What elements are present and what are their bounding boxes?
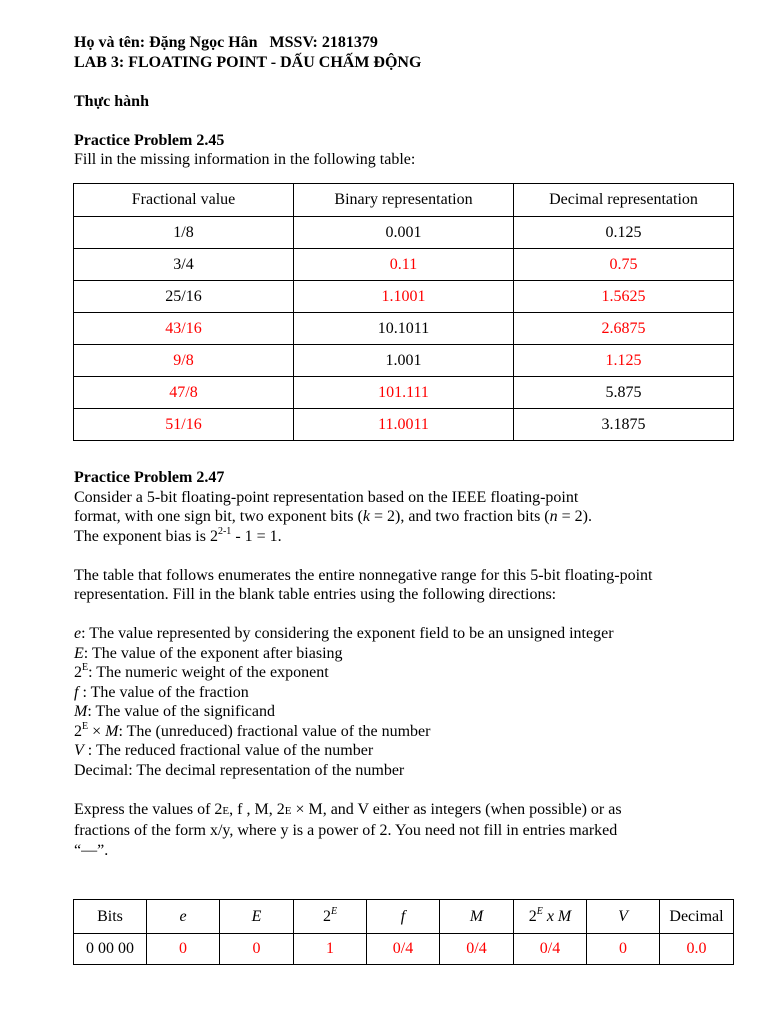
lab-title: LAB 3: FLOATING POINT - DẤU CHẤM ĐỘNG — [74, 53, 422, 71]
problem-247-title: Practice Problem 2.47 — [74, 469, 225, 486]
header-V: V — [587, 900, 660, 934]
table-cell: 0.125 — [514, 217, 734, 249]
para-line-2: representation. Fill in the blank table entries using the following directions: — [74, 586, 557, 603]
para-line-1: The table that follows enumerates the entire nonnegative range for this 5-bit floating-point — [74, 566, 653, 584]
table-cell: 0.001 — [294, 217, 514, 249]
header-cell: Decimal representation — [514, 184, 734, 217]
intro-line-3: The exponent bias is 2$^{2-1}$ - 1 = 1. — [74, 525, 282, 545]
table-cell: 0.75 — [514, 249, 734, 281]
table-cell: 3/4 — [74, 249, 294, 281]
table-row — [74, 313, 734, 345]
table-cell: 9/8 — [74, 345, 294, 377]
header-cell: Fractional value — [74, 184, 294, 217]
problem-245-instruction: Fill in the missing information in the following table: — [74, 151, 416, 168]
table-cell: 1.1001 — [294, 281, 514, 313]
name-line: Họ và tên: Đặng Ngọc Hân MSSV: 2181379 — [74, 34, 378, 51]
def-pow: $2^E$: The numeric weight of the exponent — [74, 662, 329, 681]
express-line-1: Express the values of 2E, f , M, 2E × M, and V either as integers (when possible) or as — [74, 800, 622, 818]
header-cell: Binary representation — [294, 184, 514, 217]
header-E: E — [220, 900, 294, 934]
def-EM: $2^E \times M$: The (unreduced) fractional value of the number — [74, 720, 431, 740]
def-e: e: The value represented by considering the exponent field to be an unsigned integer — [74, 625, 614, 642]
cell-decimal: 0.0 — [660, 934, 734, 965]
intro-line-2: format, with one sign bit, two exponent bits (k = 2), and two fraction bits (n = 2). — [74, 508, 592, 525]
cell-f: 0/4 — [367, 934, 440, 965]
float-table — [73, 899, 734, 965]
header-e: e — [147, 900, 220, 934]
table-cell: 1/8 — [74, 217, 294, 249]
problem-247-section — [74, 468, 734, 860]
fraction-table — [73, 183, 734, 441]
def-E: E: The value of the exponent after biasing — [74, 644, 343, 662]
table-row — [74, 377, 734, 409]
def-M: M: The value of the significand — [74, 703, 275, 720]
def-V: V : The reduced fractional value of the number — [74, 742, 374, 759]
express-line-2: fractions of the form x/y, where y is a power of 2. You need not fill in entries marked — [74, 822, 618, 839]
table-cell: 1.001 — [294, 345, 514, 377]
header-f: f — [367, 900, 440, 934]
problem-245-title: Practice Problem 2.45 — [74, 131, 225, 149]
table-cell: 43/16 — [74, 313, 294, 345]
header-bits: Bits — [74, 900, 147, 934]
table-cell: 1.5625 — [514, 281, 734, 313]
float-table-header — [74, 900, 734, 934]
cell-2EM: 0/4 — [514, 934, 587, 965]
table-row — [74, 281, 734, 313]
header-decimal: Decimal — [660, 900, 734, 934]
header-M: M — [440, 900, 514, 934]
cell-M: 0/4 — [440, 934, 514, 965]
cell-2E: 1 — [294, 934, 367, 965]
section-title: Thực hành — [74, 92, 149, 110]
table-cell: 47/8 — [74, 377, 294, 409]
fraction-table-header — [74, 184, 734, 217]
def-decimal: Decimal: The decimal representation of the number — [74, 761, 405, 779]
document-page — [74, 33, 734, 170]
table-cell: 0.11 — [294, 249, 514, 281]
express-line-3: “—”. — [74, 841, 109, 859]
table-cell: 25/16 — [74, 281, 294, 313]
table-row — [74, 345, 734, 377]
header-2E: $2^E$ — [294, 900, 367, 934]
table-cell: 10.1011 — [294, 313, 514, 345]
def-f: f : The value of the fraction — [74, 683, 249, 701]
table-cell: 101.111 — [294, 377, 514, 409]
table-cell: 11.0011 — [294, 409, 514, 441]
cell-E: 0 — [220, 934, 294, 965]
table-row — [74, 249, 734, 281]
table-cell: 51/16 — [74, 409, 294, 441]
cell-V: 0 — [587, 934, 660, 965]
table-row — [74, 217, 734, 249]
cell-bits: 0 00 00 — [74, 934, 147, 965]
table-row — [74, 934, 734, 965]
header-2EM: $2^E$ x M — [514, 900, 587, 934]
table-cell: 1.125 — [514, 345, 734, 377]
intro-line-1: Consider a 5-bit floating-point representation based on the IEEE floating-point — [74, 488, 579, 506]
table-cell: 3.1875 — [514, 409, 734, 441]
table-cell: 5.875 — [514, 377, 734, 409]
cell-e: 0 — [147, 934, 220, 965]
table-row — [74, 409, 734, 441]
table-cell: 2.6875 — [514, 313, 734, 345]
